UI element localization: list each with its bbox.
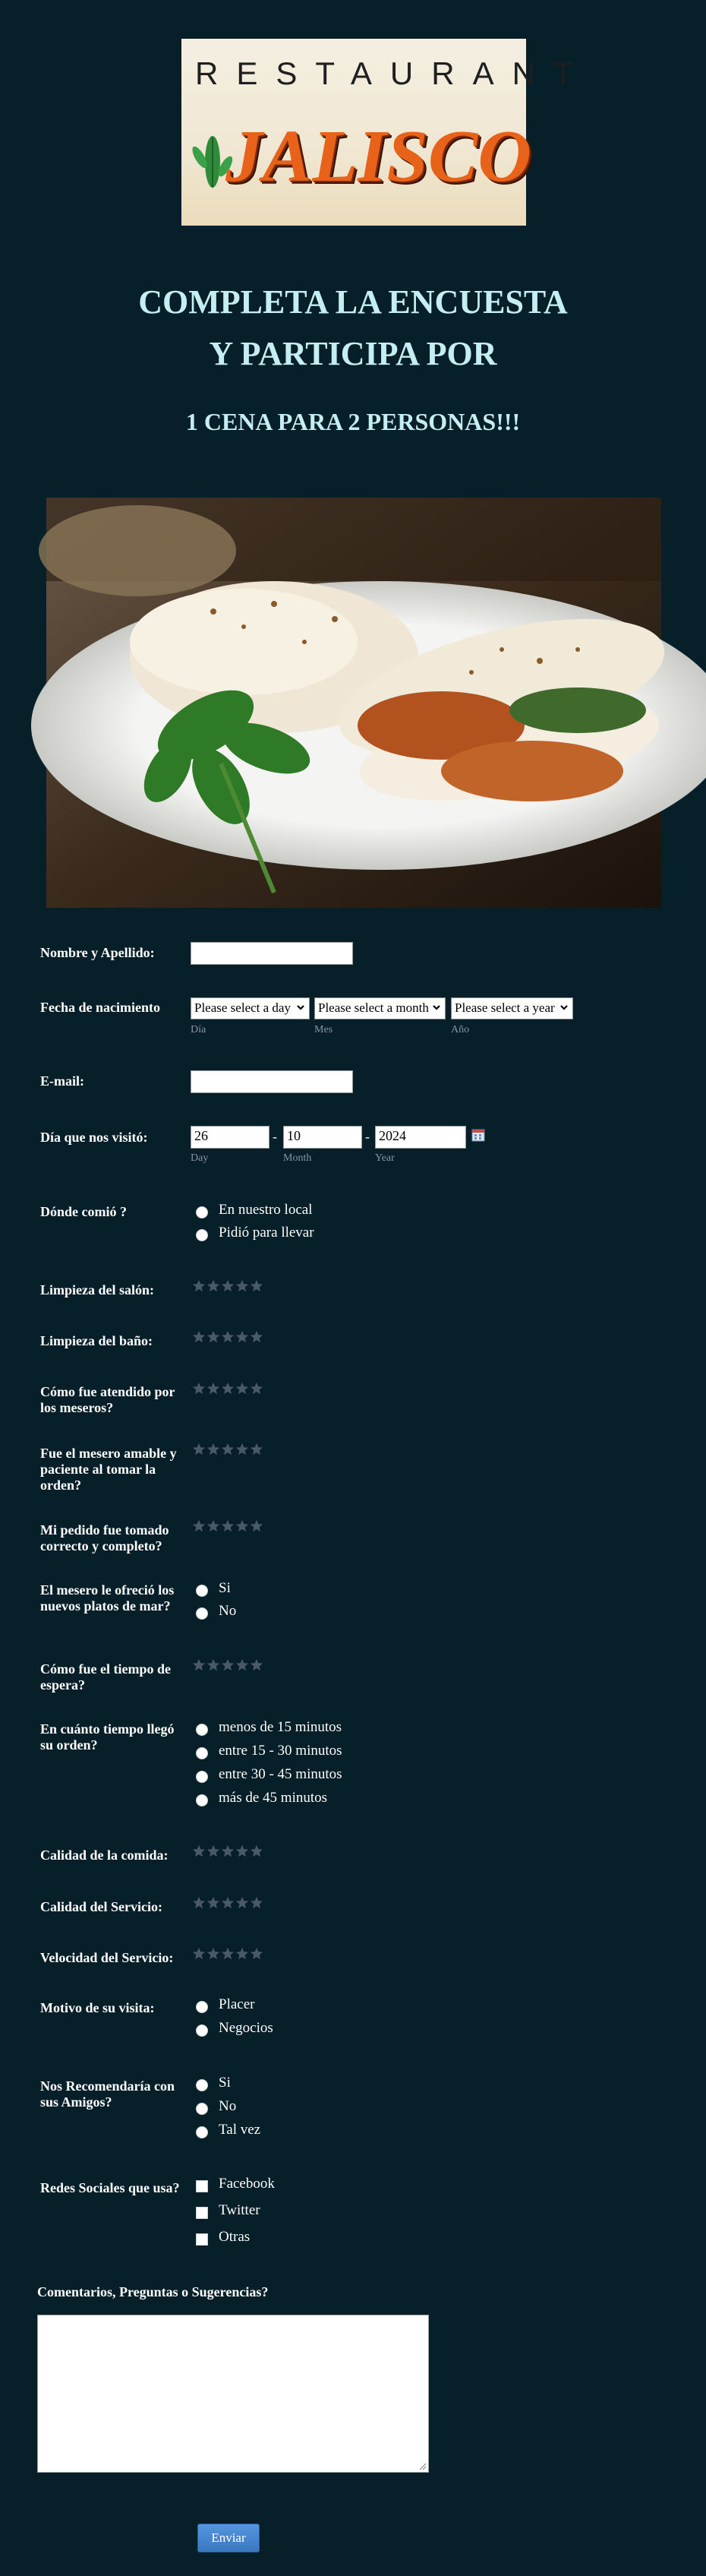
wait-label: Cómo fue el tiempo de espera? bbox=[40, 1661, 171, 1693]
star-icon[interactable] bbox=[221, 1658, 235, 1672]
star-icon[interactable] bbox=[250, 1896, 263, 1910]
recommend-label: Nos Recomendaría con sus Amigos? bbox=[40, 2078, 175, 2110]
visit-month-sublabel: Month bbox=[283, 1152, 312, 1164]
star-icon[interactable] bbox=[206, 1658, 220, 1672]
star-icon[interactable] bbox=[235, 1658, 249, 1672]
option-takeaway: Pidió para llevar bbox=[219, 1225, 314, 1241]
chevron-down-icon bbox=[432, 1003, 441, 1012]
food-label: Calidad de la comida: bbox=[40, 1847, 169, 1863]
option-recommend-no: No bbox=[219, 2098, 237, 2114]
star-icon[interactable] bbox=[206, 1443, 220, 1456]
time-label: En cuánto tiempo llegó su orden? bbox=[40, 1721, 175, 1753]
star-icon[interactable] bbox=[192, 1947, 206, 1961]
star-icon[interactable] bbox=[206, 1844, 220, 1858]
email-label: E-mail: bbox=[40, 1073, 84, 1089]
option-seafood-yes: Si bbox=[219, 1580, 231, 1596]
star-icon[interactable] bbox=[235, 1947, 249, 1961]
option-reason-business: Negocios bbox=[219, 2020, 273, 2036]
star-icon[interactable] bbox=[206, 1896, 220, 1910]
seafood-label: El mesero le ofreció los nuevos platos de mar? bbox=[40, 1582, 175, 1614]
radio-seafood-yes[interactable] bbox=[196, 1585, 208, 1597]
star-icon[interactable] bbox=[206, 1330, 220, 1344]
radio-reason-pleasure[interactable] bbox=[196, 2001, 208, 2013]
submit-button[interactable]: Enviar bbox=[197, 2524, 260, 2552]
dob-year-sublabel: Año bbox=[451, 1024, 470, 1035]
clean-bath-label: Limpieza del baño: bbox=[40, 1333, 153, 1348]
star-icon[interactable] bbox=[221, 1947, 235, 1961]
service-rating[interactable] bbox=[192, 1896, 264, 1911]
service-label: Calidad del Servicio: bbox=[40, 1899, 162, 1914]
star-icon[interactable] bbox=[235, 1382, 249, 1395]
star-icon[interactable] bbox=[235, 1519, 249, 1533]
kind-rating[interactable] bbox=[192, 1443, 264, 1458]
checkbox-otras[interactable] bbox=[196, 2233, 208, 2246]
star-icon[interactable] bbox=[235, 1443, 249, 1456]
option-facebook: Facebook bbox=[219, 2176, 275, 2192]
attended-label: Cómo fue atendido por los meseros? bbox=[40, 1384, 175, 1415]
dob-day-select[interactable] bbox=[191, 997, 310, 1019]
reason-label: Motivo de su visita: bbox=[40, 2000, 155, 2015]
checkbox-facebook[interactable] bbox=[196, 2180, 208, 2192]
visit-year-sublabel: Year bbox=[375, 1152, 395, 1164]
star-icon[interactable] bbox=[221, 1382, 235, 1395]
dob-year-value: Please select a year bbox=[455, 1000, 555, 1015]
star-icon[interactable] bbox=[206, 1382, 220, 1395]
radio-recommend-yes[interactable] bbox=[196, 2079, 208, 2091]
star-icon[interactable] bbox=[221, 1519, 235, 1533]
option-twitter: Twitter bbox=[219, 2202, 260, 2218]
star-icon[interactable] bbox=[250, 1844, 263, 1858]
calendar-icon[interactable] bbox=[471, 1128, 485, 1142]
option-time-1: menos de 15 minutos bbox=[219, 1719, 342, 1735]
star-icon[interactable] bbox=[192, 1519, 206, 1533]
food-photo bbox=[46, 498, 661, 908]
radio-recommend-no[interactable] bbox=[196, 2103, 208, 2115]
star-icon[interactable] bbox=[206, 1519, 220, 1533]
star-icon[interactable] bbox=[221, 1330, 235, 1344]
star-icon[interactable] bbox=[192, 1279, 206, 1293]
option-otras: Otras bbox=[219, 2229, 251, 2245]
star-icon[interactable] bbox=[192, 1896, 206, 1910]
name-label: Nombre y Apellido: bbox=[40, 945, 155, 960]
name-input[interactable] bbox=[191, 942, 353, 965]
order-rating[interactable] bbox=[192, 1519, 264, 1535]
star-icon[interactable] bbox=[235, 1330, 249, 1344]
chevron-down-icon bbox=[296, 1003, 305, 1012]
star-icon[interactable] bbox=[235, 1279, 249, 1293]
speed-rating[interactable] bbox=[192, 1947, 264, 1962]
star-icon[interactable] bbox=[235, 1896, 249, 1910]
radio-recommend-maybe[interactable] bbox=[196, 2126, 208, 2138]
speed-label: Velocidad del Servicio: bbox=[40, 1950, 174, 1965]
radio-time-2[interactable] bbox=[196, 1747, 208, 1759]
radio-time-4[interactable] bbox=[196, 1794, 208, 1806]
star-icon[interactable] bbox=[250, 1443, 263, 1456]
checkbox-twitter[interactable] bbox=[196, 2207, 208, 2219]
date-separator: - bbox=[273, 1129, 277, 1144]
dob-label: Fecha de nacimiento bbox=[40, 1000, 160, 1015]
headline-line-1: COMPLETA LA ENCUESTA bbox=[138, 283, 568, 321]
star-icon[interactable] bbox=[221, 1896, 235, 1910]
dob-day-value: Please select a day bbox=[194, 1000, 291, 1015]
star-icon[interactable] bbox=[192, 1658, 206, 1672]
star-icon[interactable] bbox=[206, 1279, 220, 1293]
option-time-2: entre 15 - 30 minutos bbox=[219, 1743, 342, 1759]
radio-seafood-no[interactable] bbox=[196, 1607, 208, 1620]
clean-room-label: Limpieza del salón: bbox=[40, 1282, 155, 1297]
visit-date-label: Día que nos visitó: bbox=[40, 1130, 148, 1145]
restaurant-logo bbox=[181, 39, 591, 226]
star-icon[interactable] bbox=[192, 1330, 206, 1344]
logo-brand: JALISCO bbox=[225, 115, 532, 198]
star-icon[interactable] bbox=[221, 1443, 235, 1456]
dob-day-sublabel: Día bbox=[191, 1024, 206, 1035]
option-recommend-maybe: Tal vez bbox=[219, 2122, 261, 2138]
headline-prize: 1 CENA PARA 2 PERSONAS!!! bbox=[185, 408, 521, 435]
star-icon[interactable] bbox=[250, 1279, 263, 1293]
where-label: Dónde comió ? bbox=[40, 1204, 127, 1219]
wait-rating[interactable] bbox=[192, 1658, 264, 1674]
order-label: Mi pedido fue tomado correcto y completo? bbox=[40, 1522, 169, 1554]
clean-room-rating[interactable] bbox=[192, 1279, 264, 1294]
dob-month-select[interactable] bbox=[314, 997, 446, 1019]
star-icon[interactable] bbox=[250, 1330, 263, 1344]
star-icon[interactable] bbox=[250, 1658, 263, 1672]
star-icon[interactable] bbox=[206, 1947, 220, 1961]
star-icon[interactable] bbox=[221, 1844, 235, 1858]
date-separator: - bbox=[365, 1129, 370, 1144]
kind-label: Fue el mesero amable y paciente al tomar la orden? bbox=[40, 1446, 177, 1493]
dob-month-value: Please select a month bbox=[318, 1000, 429, 1015]
option-seafood-no: No bbox=[219, 1603, 237, 1619]
radio-reason-business[interactable] bbox=[196, 2024, 208, 2037]
resize-handle-icon[interactable] bbox=[419, 2463, 427, 2470]
email-input[interactable] bbox=[191, 1070, 353, 1093]
visit-day-sublabel: Day bbox=[191, 1152, 209, 1164]
visit-year-input[interactable]: 2024 bbox=[375, 1126, 466, 1149]
option-reason-pleasure: Placer bbox=[219, 1996, 255, 2012]
option-time-3: entre 30 - 45 minutos bbox=[219, 1766, 342, 1782]
star-icon[interactable] bbox=[221, 1279, 235, 1293]
star-icon[interactable] bbox=[250, 1382, 263, 1395]
visit-month-input[interactable]: 10 bbox=[283, 1126, 362, 1149]
dob-month-sublabel: Mes bbox=[314, 1024, 333, 1035]
radio-local[interactable] bbox=[196, 1206, 208, 1218]
option-time-4: más de 45 minutos bbox=[219, 1790, 328, 1806]
comments-textarea[interactable] bbox=[37, 2315, 429, 2473]
dob-year-select[interactable] bbox=[451, 997, 573, 1019]
star-icon[interactable] bbox=[250, 1947, 263, 1961]
star-icon[interactable] bbox=[192, 1844, 206, 1858]
comments-label: Comentarios, Preguntas o Sugerencias? bbox=[37, 2284, 269, 2299]
radio-time-3[interactable] bbox=[196, 1771, 208, 1783]
star-icon[interactable] bbox=[192, 1443, 206, 1456]
radio-time-1[interactable] bbox=[196, 1724, 208, 1736]
visit-day-input[interactable]: 26 bbox=[191, 1126, 269, 1149]
star-icon[interactable] bbox=[250, 1519, 263, 1533]
clean-bath-rating[interactable] bbox=[192, 1330, 264, 1345]
social-label: Redes Sociales que usa? bbox=[40, 2180, 180, 2195]
logo-top-text: RESTAURANT bbox=[195, 55, 591, 91]
star-icon[interactable] bbox=[235, 1844, 249, 1858]
star-icon[interactable] bbox=[192, 1382, 206, 1395]
option-local: En nuestro local bbox=[219, 1202, 313, 1218]
attended-rating[interactable] bbox=[192, 1382, 264, 1397]
radio-takeaway[interactable] bbox=[196, 1229, 208, 1241]
option-recommend-yes: Si bbox=[219, 2075, 231, 2091]
food-rating[interactable] bbox=[192, 1844, 264, 1860]
chevron-down-icon bbox=[559, 1003, 569, 1012]
headline-line-2: Y PARTICIPA POR bbox=[209, 335, 497, 372]
